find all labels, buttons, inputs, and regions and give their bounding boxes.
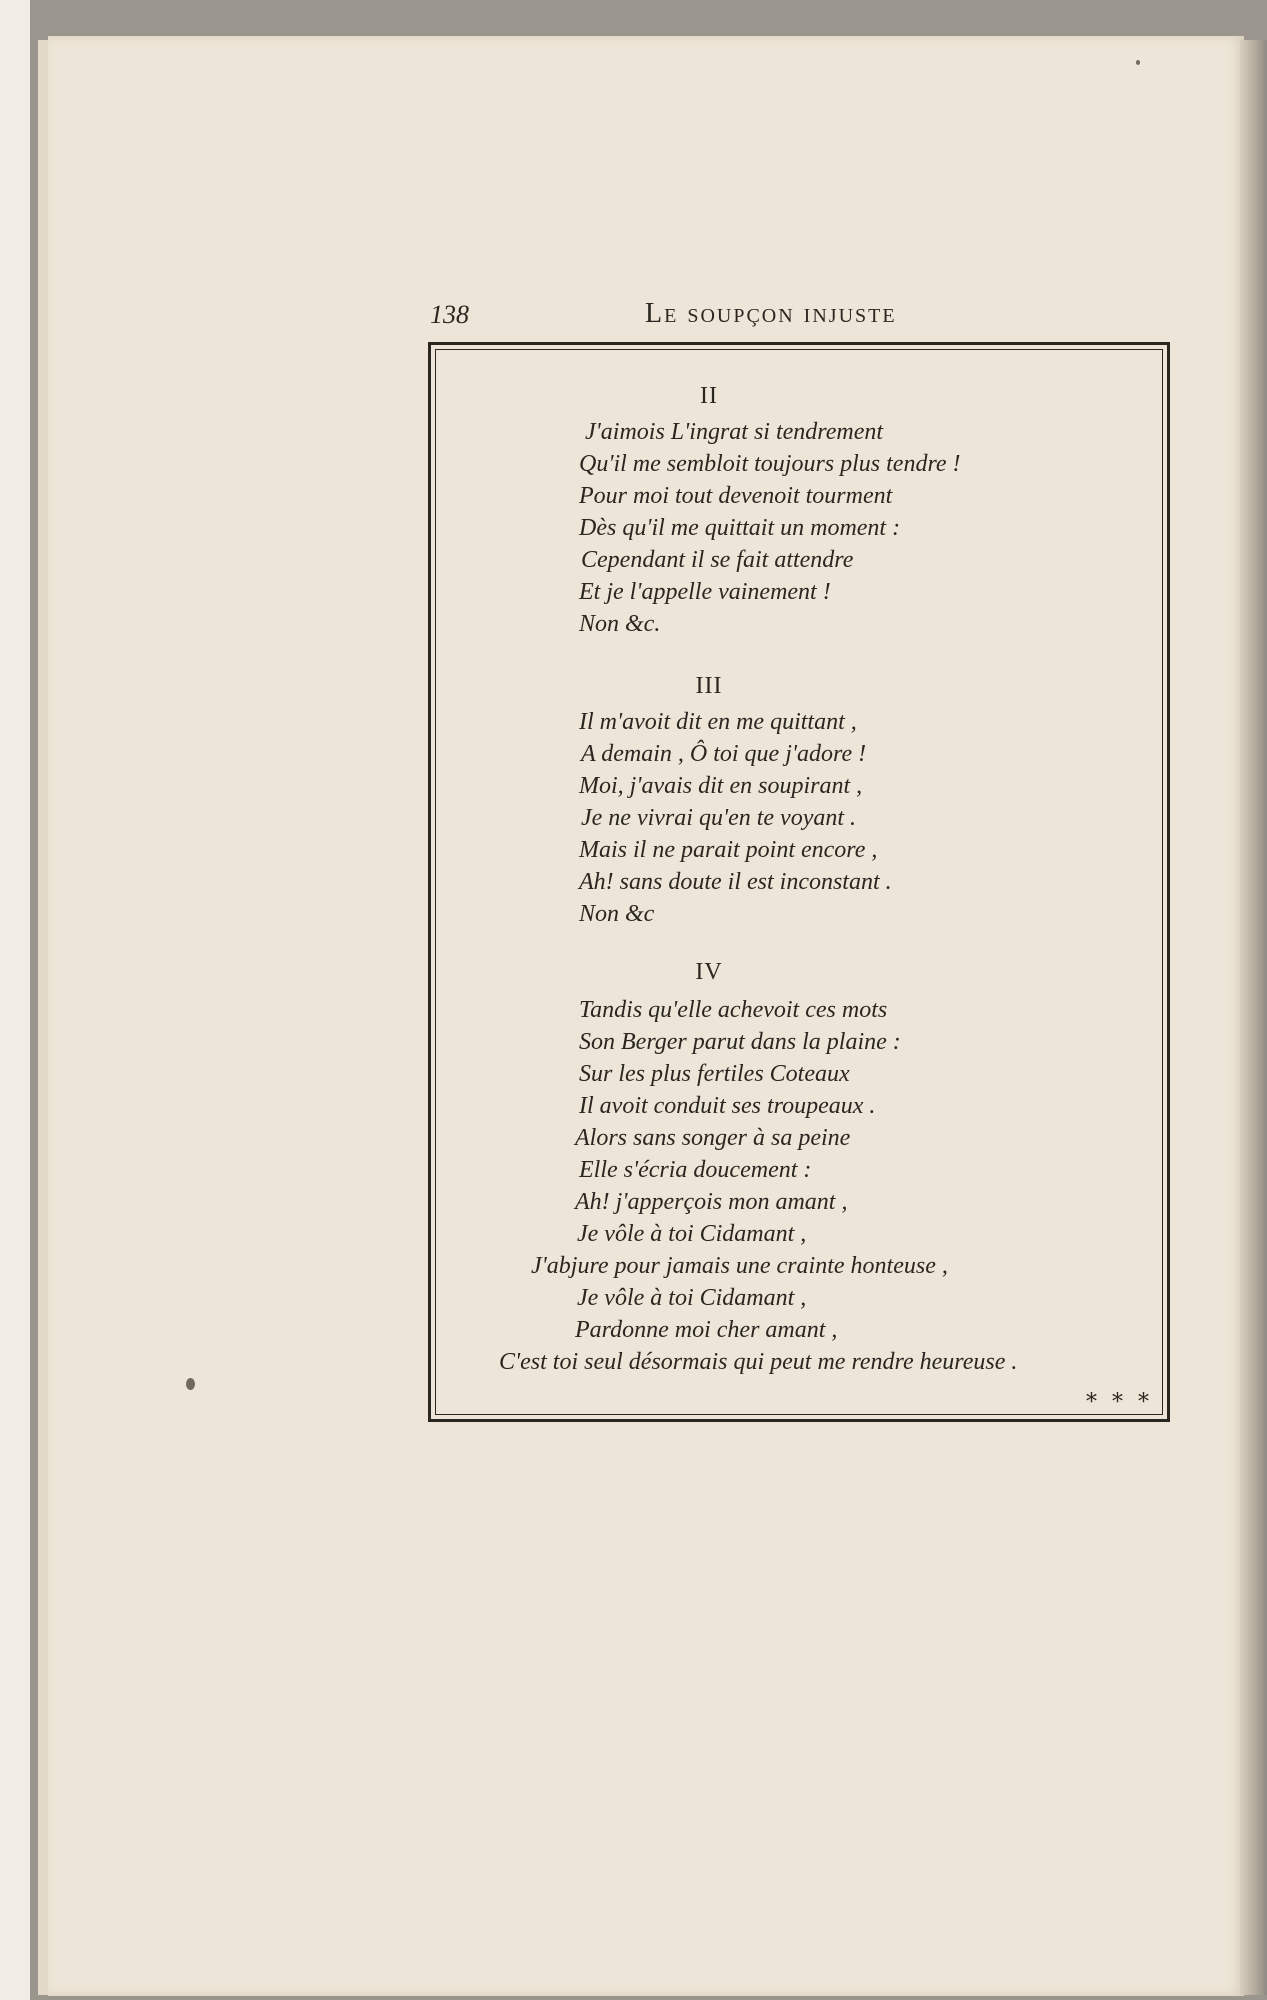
poem-line: J'abjure pour jamais une crainte honteuse , [531, 1253, 948, 1279]
poem-line: Elle s'écria doucement : [579, 1157, 812, 1183]
poem-line: J'aimois L'ingrat si tendrement [585, 419, 884, 445]
page-fore-edge [1240, 40, 1267, 1995]
facing-page-edge [0, 0, 30, 2000]
poem-line: Non &c. [579, 611, 661, 637]
paper-speck [186, 1378, 195, 1390]
poem-line: Cependant il se fait attendre [581, 547, 854, 573]
stanza-number: IV [695, 959, 723, 985]
poem-line: Ah! j'apperçois mon amant , [575, 1189, 848, 1215]
closing-ornament: * * * [1086, 1390, 1153, 1415]
poem-line: Et je l'appelle vainement ! [579, 579, 831, 605]
poem-line: Tandis qu'elle achevoit ces mots [579, 997, 888, 1023]
poem-line: Je vôle à toi Cidamant , [577, 1285, 807, 1311]
poem-line: Pardonne moi cher amant , [575, 1317, 838, 1343]
poem-line: Son Berger parut dans la plaine : [579, 1029, 901, 1055]
poem-line: Moi, j'avais dit en soupirant , [579, 773, 863, 799]
stanza-number: III [695, 673, 723, 699]
poem-line: Alors sans songer à sa peine [575, 1125, 851, 1151]
page-number: 138 [430, 300, 469, 329]
poem-line: Je ne vivrai qu'en te voyant . [581, 805, 857, 831]
poem-line: Mais il ne parait point encore , [579, 837, 878, 863]
poem-line: Il avoit conduit ses troupeaux . [579, 1093, 876, 1119]
poem-line: Pour moi tout devenoit tourment [579, 483, 893, 509]
page-header [420, 296, 980, 336]
stanza-number: II [700, 383, 718, 409]
poem-line: A demain , Ô toi que j'adore ! [581, 741, 867, 767]
poem-line: Non &c [579, 901, 655, 927]
poem-line: Sur les plus fertiles Coteaux [579, 1061, 850, 1087]
poem-line: Je vôle à toi Cidamant , [577, 1221, 807, 1247]
poem-line: Il m'avoit dit en me quittant , [579, 709, 857, 735]
poem-line: C'est toi seul désormais qui peut me rendre heureuse . [499, 1349, 1018, 1375]
running-title: Le soupçon injuste [645, 298, 897, 329]
poem-line: Qu'il me sembloit toujours plus tendre ! [579, 451, 961, 477]
poem-frame [428, 342, 1170, 1422]
paper-speck [1136, 60, 1140, 65]
poem-line: Dès qu'il me quittait un moment : [579, 515, 901, 541]
poem-line: Ah! sans doute il est inconstant . [579, 869, 892, 895]
